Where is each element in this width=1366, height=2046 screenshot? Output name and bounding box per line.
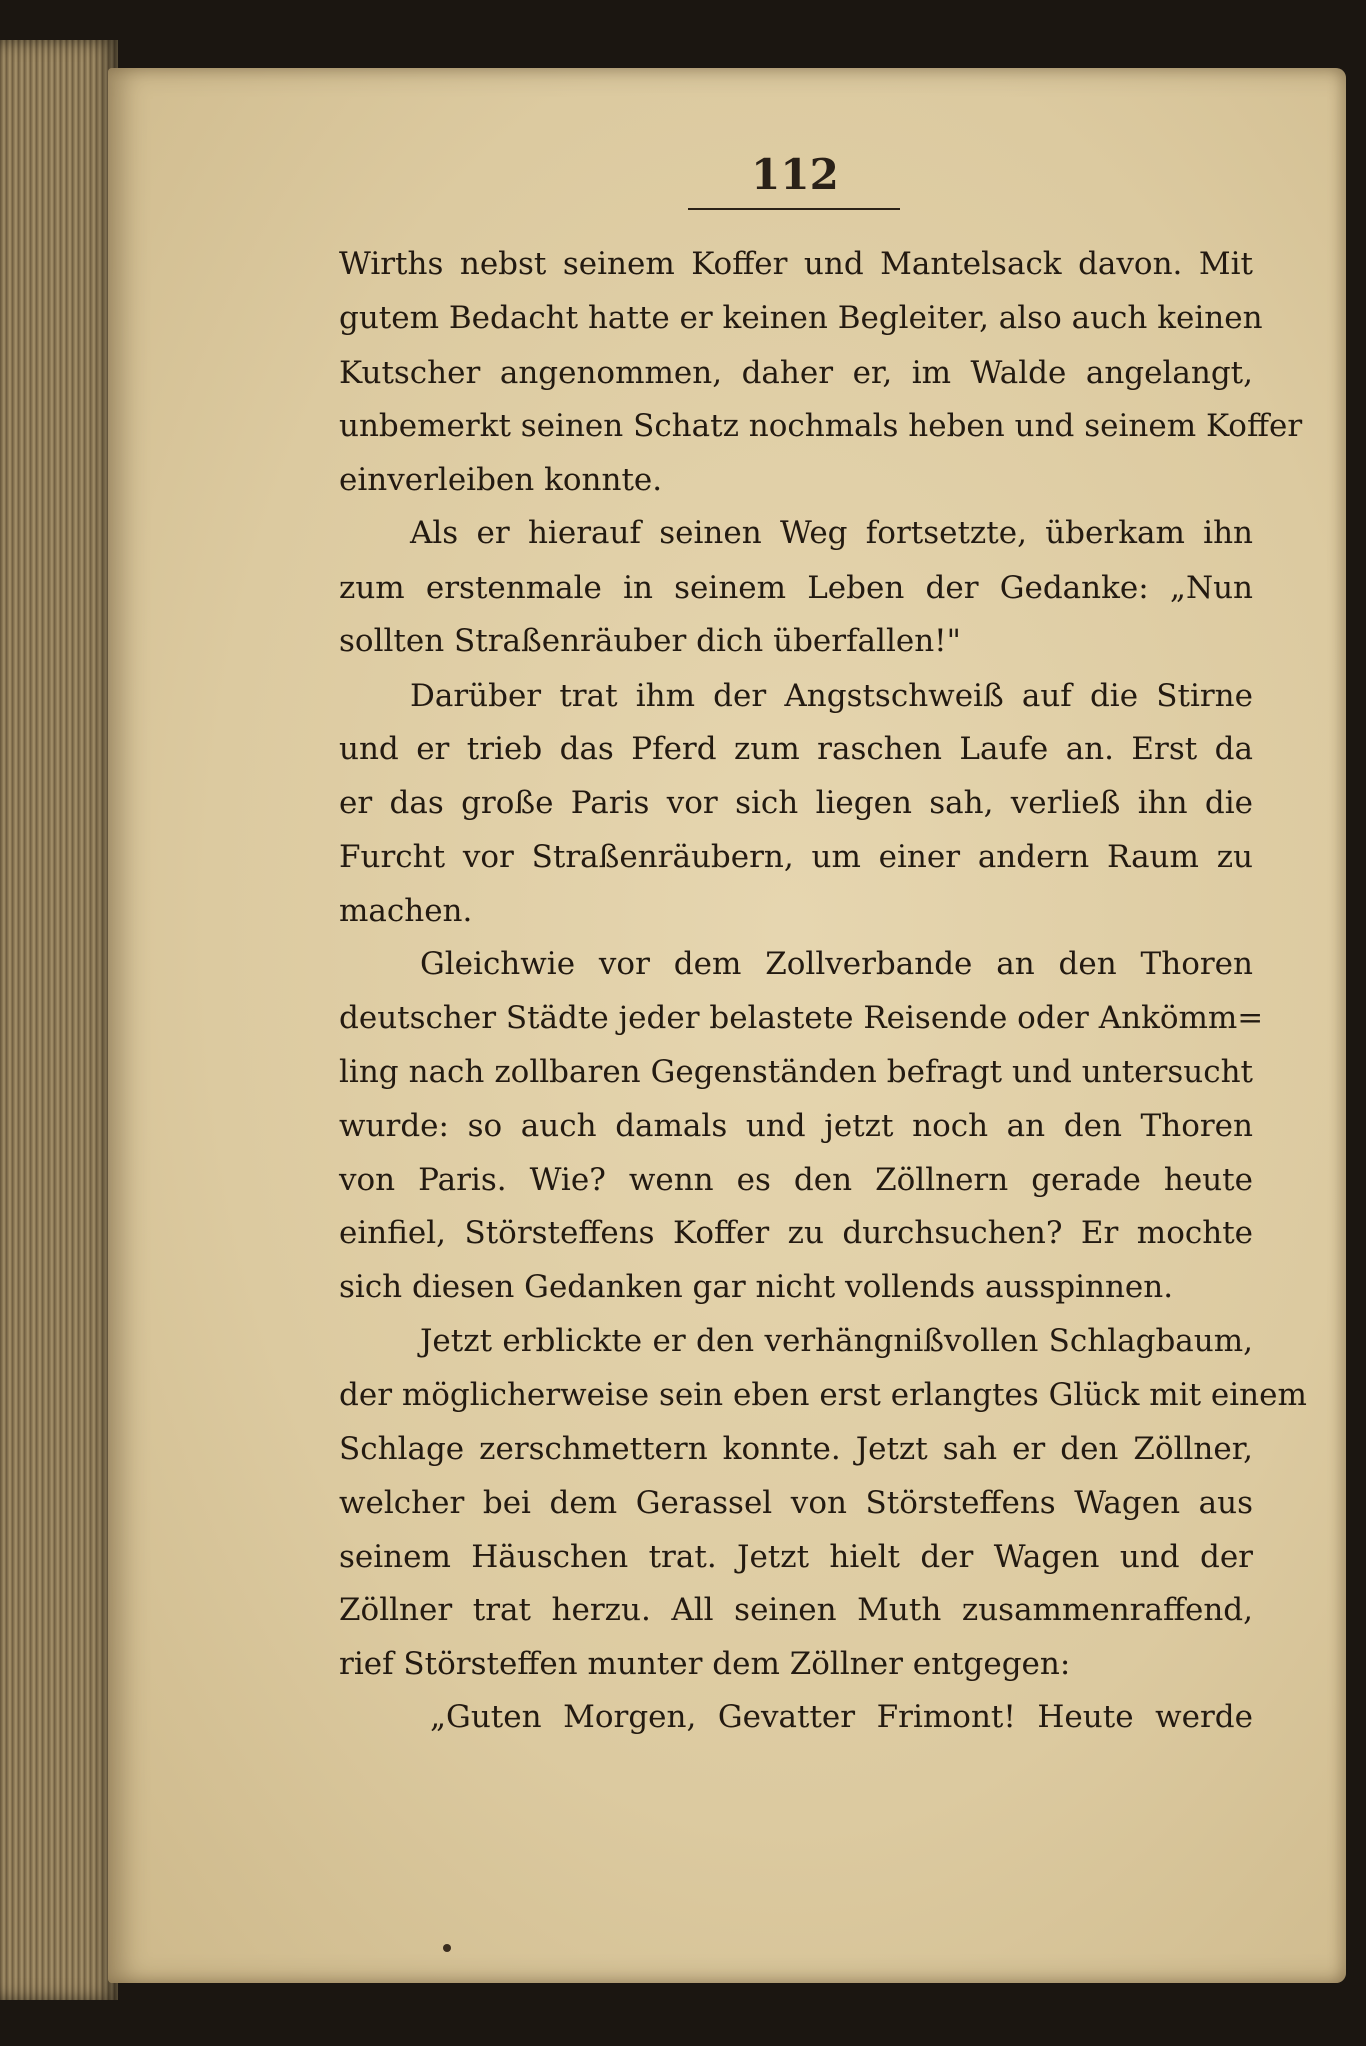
text-line: sollten Straßenräuber dich überfallen!" [339, 623, 961, 659]
page-number-rule [688, 208, 900, 210]
text-line: gutem Bedacht hatte er keinen Begleiter, also auch keinen [339, 300, 1263, 336]
book-page-edges [0, 40, 118, 2000]
text-line: und er trieb das Pferd zum raschen Laufe an. Erst da [339, 731, 1253, 767]
text-line: Als er hierauf seinen Weg fortsetzte, überkam ihn [410, 515, 1253, 551]
text-line: welcher bei dem Gerassel von Störsteffens Wagen aus [339, 1485, 1253, 1521]
text-line: Jetzt erblickte er den verhängnißvollen Schlagbaum, [420, 1323, 1253, 1359]
text-line: Schlage zerschmettern konnte. Jetzt sah er den Zöllner, [339, 1431, 1253, 1467]
text-line: ling nach zollbaren Gegenständen befragt und untersucht [339, 1054, 1253, 1090]
text-line: einverleiben konnte. [339, 462, 663, 498]
text-line: Zöllner trat herzu. All seinen Muth zusammenraffend, [339, 1592, 1253, 1628]
text-line: sich diesen Gedanken gar nicht vollends ausspinnen. [339, 1269, 1174, 1305]
text-line: einfiel, Störsteffens Koffer zu durchsuchen? Er mochte [339, 1215, 1253, 1251]
text-line: rief Störsteffen munter dem Zöllner entgegen: [339, 1646, 1071, 1682]
text-line: Wirths nebst seinem Koffer und Mantelsack davon. Mit [339, 246, 1253, 282]
text-line: machen. [339, 893, 473, 929]
text-line: Furcht vor Straßenräubern, um einer andern Raum zu [339, 839, 1253, 875]
text-line: der möglicherweise sein eben erst erlangtes Glück mit einem [339, 1377, 1307, 1413]
text-line: er das große Paris vor sich liegen sah, verließ ihn die [339, 785, 1253, 821]
text-line: unbemerkt seinen Schatz nochmals heben und seinem Koffer [339, 408, 1303, 444]
text-line: von Paris. Wie? wenn es den Zöllnern gerade heute [339, 1162, 1253, 1198]
text-line: Gleichwie vor dem Zollverbande an den Thoren [420, 946, 1253, 982]
page-number: 112 [751, 150, 839, 199]
text-line: Darüber trat ihm der Angstschweiß auf die Stirne [410, 678, 1253, 714]
text-line: „Guten Morgen, Gevatter Frimont! Heute werde [430, 1699, 1253, 1735]
text-line: zum erstenmale in seinem Leben der Gedanke: „Nun [339, 570, 1253, 606]
text-line: seinem Häuschen trat. Jetzt hielt der Wagen und der [339, 1539, 1253, 1575]
text-line: wurde: so auch damals und jetzt noch an den Thoren [339, 1108, 1253, 1144]
ink-speck [443, 1944, 451, 1952]
text-line: deutscher Städte jeder belastete Reisende oder Ankömm= [339, 1000, 1264, 1036]
text-line: Kutscher angenommen, daher er, im Walde angelangt, [339, 355, 1253, 391]
